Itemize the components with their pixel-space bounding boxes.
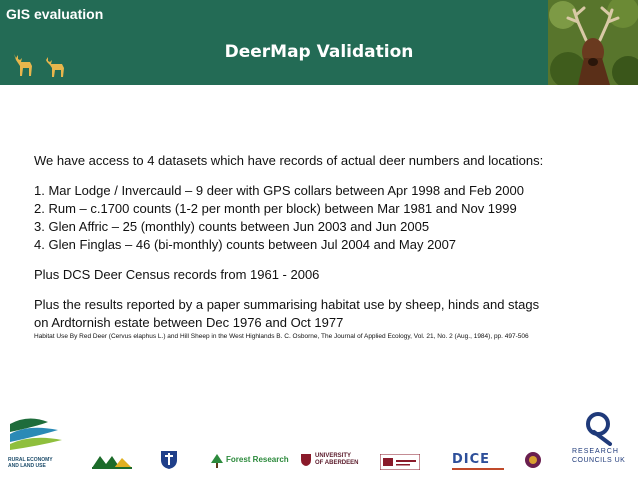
dice-logo bbox=[452, 452, 510, 470]
landscape-icon bbox=[8, 412, 64, 452]
rural-economy-line2: AND LAND USE bbox=[8, 463, 46, 469]
aberdeen-line1: UNIVERSITY bbox=[315, 453, 352, 459]
tree-icon bbox=[210, 454, 224, 468]
aberdeen-logo bbox=[300, 452, 360, 470]
aberdeen-line2: OF ABERDEEN bbox=[315, 460, 359, 466]
intro-text: We have access to 4 datasets which have records of actual deer numbers and locations: bbox=[34, 153, 544, 168]
crest-icon bbox=[524, 450, 542, 470]
rural-economy-logo bbox=[8, 412, 64, 470]
dice-text: DICE bbox=[452, 452, 491, 467]
stag-photo bbox=[548, 0, 638, 85]
paper-text-line1: Plus the results reported by a paper summarising habitat use by sheep, hinds and stags bbox=[34, 297, 540, 312]
paper-text-line2: on Ardtornish estate between Dec 1976 and Oct 1977 bbox=[34, 315, 344, 330]
macaulay-logo bbox=[90, 454, 134, 470]
dataset-item: 3. Glen Affric – 25 (monthly) counts between Jun 2003 and Jun 2005 bbox=[34, 219, 430, 234]
citation-text: Habitat Use By Red Deer (Cervus elaphus L.) and Hill Sheep in the West Highlands B. C. Osborne, The Journal of Applied Ecology, Vol. 21, No. 2 (Aug., 1984), pp. 497-506 bbox=[34, 333, 529, 340]
rcuk-line2: COUNCILS UK bbox=[572, 457, 626, 464]
dataset-item: 1. Mar Lodge / Invercauld – 9 deer with GPS collars between Apr 1998 and Feb 2000 bbox=[34, 183, 524, 198]
rcuk-swirl-icon bbox=[584, 412, 618, 446]
logo-bar bbox=[0, 412, 638, 472]
aberdeen-crest-icon bbox=[300, 453, 312, 467]
section-label: GIS evaluation bbox=[6, 6, 104, 22]
rcuk-line1: RESEARCH bbox=[572, 448, 619, 455]
forest-research-logo bbox=[210, 454, 290, 470]
dataset-item: 2. Rum – c.1700 counts (1-2 per month per block) between Mar 1981 and Nov 1999 bbox=[34, 201, 517, 216]
dice-underline bbox=[452, 468, 504, 470]
university-crest-icon bbox=[160, 450, 178, 470]
rural-economy-line1: RURAL ECONOMY bbox=[8, 457, 53, 463]
forest-research-text: Forest Research bbox=[226, 455, 289, 464]
research-councils-logo bbox=[572, 412, 636, 472]
edinburgh-logo bbox=[380, 454, 420, 470]
slide-header bbox=[0, 0, 638, 85]
slide-title: DeerMap Validation bbox=[224, 42, 414, 62]
dataset-item: 4. Glen Finglas – 46 (bi-monthly) counts between Jul 2004 and May 2007 bbox=[34, 237, 457, 252]
dcs-text: Plus DCS Deer Census records from 1961 - 2006 bbox=[34, 267, 320, 282]
slide-body bbox=[34, 152, 624, 341]
